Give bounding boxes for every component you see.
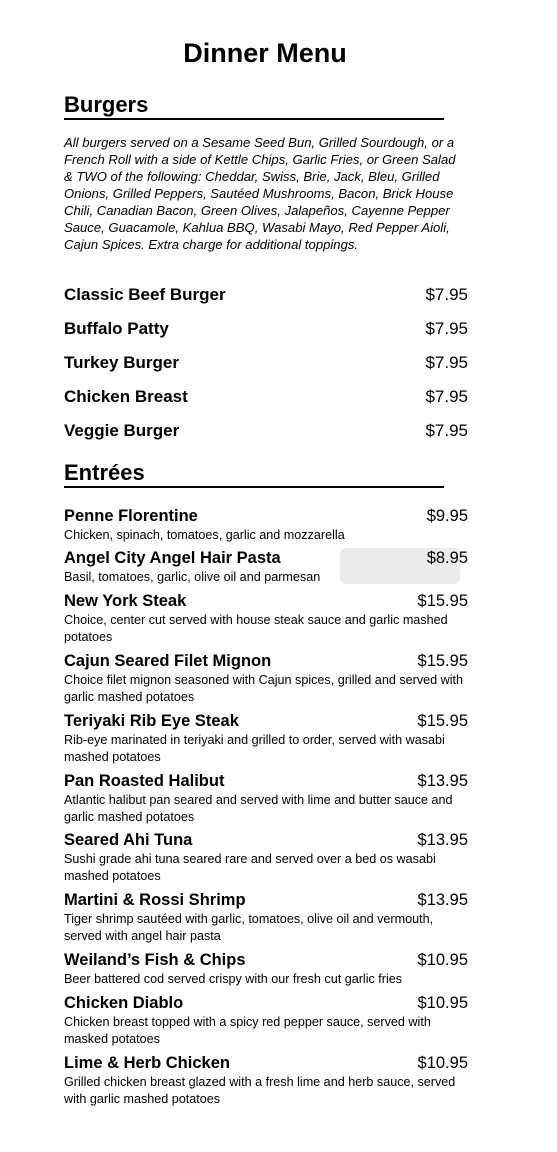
item-price: $9.95 bbox=[426, 507, 468, 525]
item-price: $13.95 bbox=[417, 891, 468, 909]
item-price: $8.95 bbox=[426, 549, 468, 567]
item-price: $7.95 bbox=[425, 353, 468, 372]
menu-item bbox=[64, 506, 468, 544]
item-price: $7.95 bbox=[425, 319, 468, 338]
item-name: New York Steak bbox=[64, 592, 187, 610]
item-price: $7.95 bbox=[425, 285, 468, 304]
item-name: Pan Roasted Halibut bbox=[64, 772, 225, 790]
menu-item bbox=[64, 950, 468, 988]
item-description: Sushi grade ahi tuna seared rare and served over a bed os wasabi mashed potatoes bbox=[64, 852, 436, 883]
item-name: Chicken Diablo bbox=[64, 994, 184, 1012]
item-name: Penne Florentine bbox=[64, 507, 198, 525]
item-price: $13.95 bbox=[417, 772, 468, 790]
item-price: $10.95 bbox=[417, 994, 468, 1012]
item-price: $15.95 bbox=[417, 652, 468, 670]
menu-item bbox=[64, 651, 468, 706]
item-description: Rib-eye marinated in teriyaki and grilled to order, served with wasabi mashed potatoes bbox=[64, 733, 445, 764]
item-price: $10.95 bbox=[417, 951, 468, 969]
item-price: $10.95 bbox=[417, 1054, 468, 1072]
menu-item bbox=[64, 830, 468, 885]
item-description: Atlantic halibut pan seared and served with lime and butter sauce and garlic mashed potatoes bbox=[64, 793, 453, 824]
item-price: $13.95 bbox=[417, 831, 468, 849]
item-name: Weiland’s Fish & Chips bbox=[64, 951, 246, 969]
menu-item bbox=[64, 386, 468, 408]
item-price: $7.95 bbox=[425, 421, 468, 440]
item-price: $15.95 bbox=[417, 712, 468, 730]
item-description: Basil, tomatoes, garlic, olive oil and parmesan bbox=[64, 570, 321, 584]
item-description: Chicken breast topped with a spicy red pepper sauce, served with masked potatoes bbox=[64, 1015, 431, 1046]
item-name: Turkey Burger bbox=[64, 353, 179, 372]
item-description: Beer battered cod served crispy with our fresh cut garlic fries bbox=[64, 972, 403, 986]
menu-item bbox=[64, 548, 468, 586]
item-description: Grilled chicken breast glazed with a fresh lime and herb sauce, served with garlic mashed potatoes bbox=[64, 1075, 456, 1106]
item-name: Angel City Angel Hair Pasta bbox=[64, 549, 281, 567]
menu-item bbox=[64, 711, 468, 766]
menu-item bbox=[64, 771, 468, 826]
menu-item bbox=[64, 890, 468, 945]
item-description: Choice, center cut served with house steak sauce and garlic mashed potatoes bbox=[64, 613, 448, 644]
page-title: Dinner Menu bbox=[183, 38, 347, 68]
item-name: Martini & Rossi Shrimp bbox=[64, 891, 246, 909]
item-name: Chicken Breast bbox=[64, 387, 188, 406]
burgers-intro: All burgers served on a Sesame Seed Bun, Grilled Sourdough, or a French Roll with a side of Kettle Chips, Garlic Fries, or Green Salad & TWO of the following: Cheddar, Swiss, Brie, Jack, Bleu, Grilled Onions, Grilled Peppers, Sautéed Mushrooms, Bacon, Brick House Chili, Canadian Bacon, Green Olives, Jalapeños, Cayenne Pepper Sauce, Guacamole, Kahlua BBQ, Wasabi Mayo, Red Pepper Aioli, Cajun Spices. Extra charge for additional toppings. bbox=[64, 135, 456, 252]
item-name: Teriyaki Rib Eye Steak bbox=[64, 712, 239, 730]
item-name: Lime & Herb Chicken bbox=[64, 1054, 230, 1072]
section-heading-entrees: Entrées bbox=[64, 460, 444, 488]
menu-item bbox=[64, 420, 468, 442]
item-name: Seared Ahi Tuna bbox=[64, 831, 193, 849]
item-name: Veggie Burger bbox=[64, 421, 180, 440]
item-description: Choice filet mignon seasoned with Cajun spices, grilled and served with garlic mashed potatoes bbox=[64, 673, 464, 704]
menu-item bbox=[64, 284, 468, 306]
menu-item bbox=[64, 318, 468, 340]
item-name: Classic Beef Burger bbox=[64, 285, 226, 304]
item-description: Tiger shrimp sautéed with garlic, tomatoes, olive oil and vermouth, served with angel hair pasta bbox=[64, 912, 434, 943]
item-description: Chicken, spinach, tomatoes, garlic and mozzarella bbox=[64, 528, 345, 542]
item-price: $15.95 bbox=[417, 592, 468, 610]
menu-item bbox=[64, 993, 468, 1048]
item-name: Cajun Seared Filet Mignon bbox=[64, 652, 272, 670]
item-name: Buffalo Patty bbox=[64, 319, 169, 338]
menu-item bbox=[64, 1053, 468, 1108]
menu-item bbox=[64, 591, 468, 646]
item-price: $7.95 bbox=[425, 387, 468, 406]
menu-item bbox=[64, 352, 468, 374]
section-heading-burgers: Burgers bbox=[64, 92, 444, 120]
